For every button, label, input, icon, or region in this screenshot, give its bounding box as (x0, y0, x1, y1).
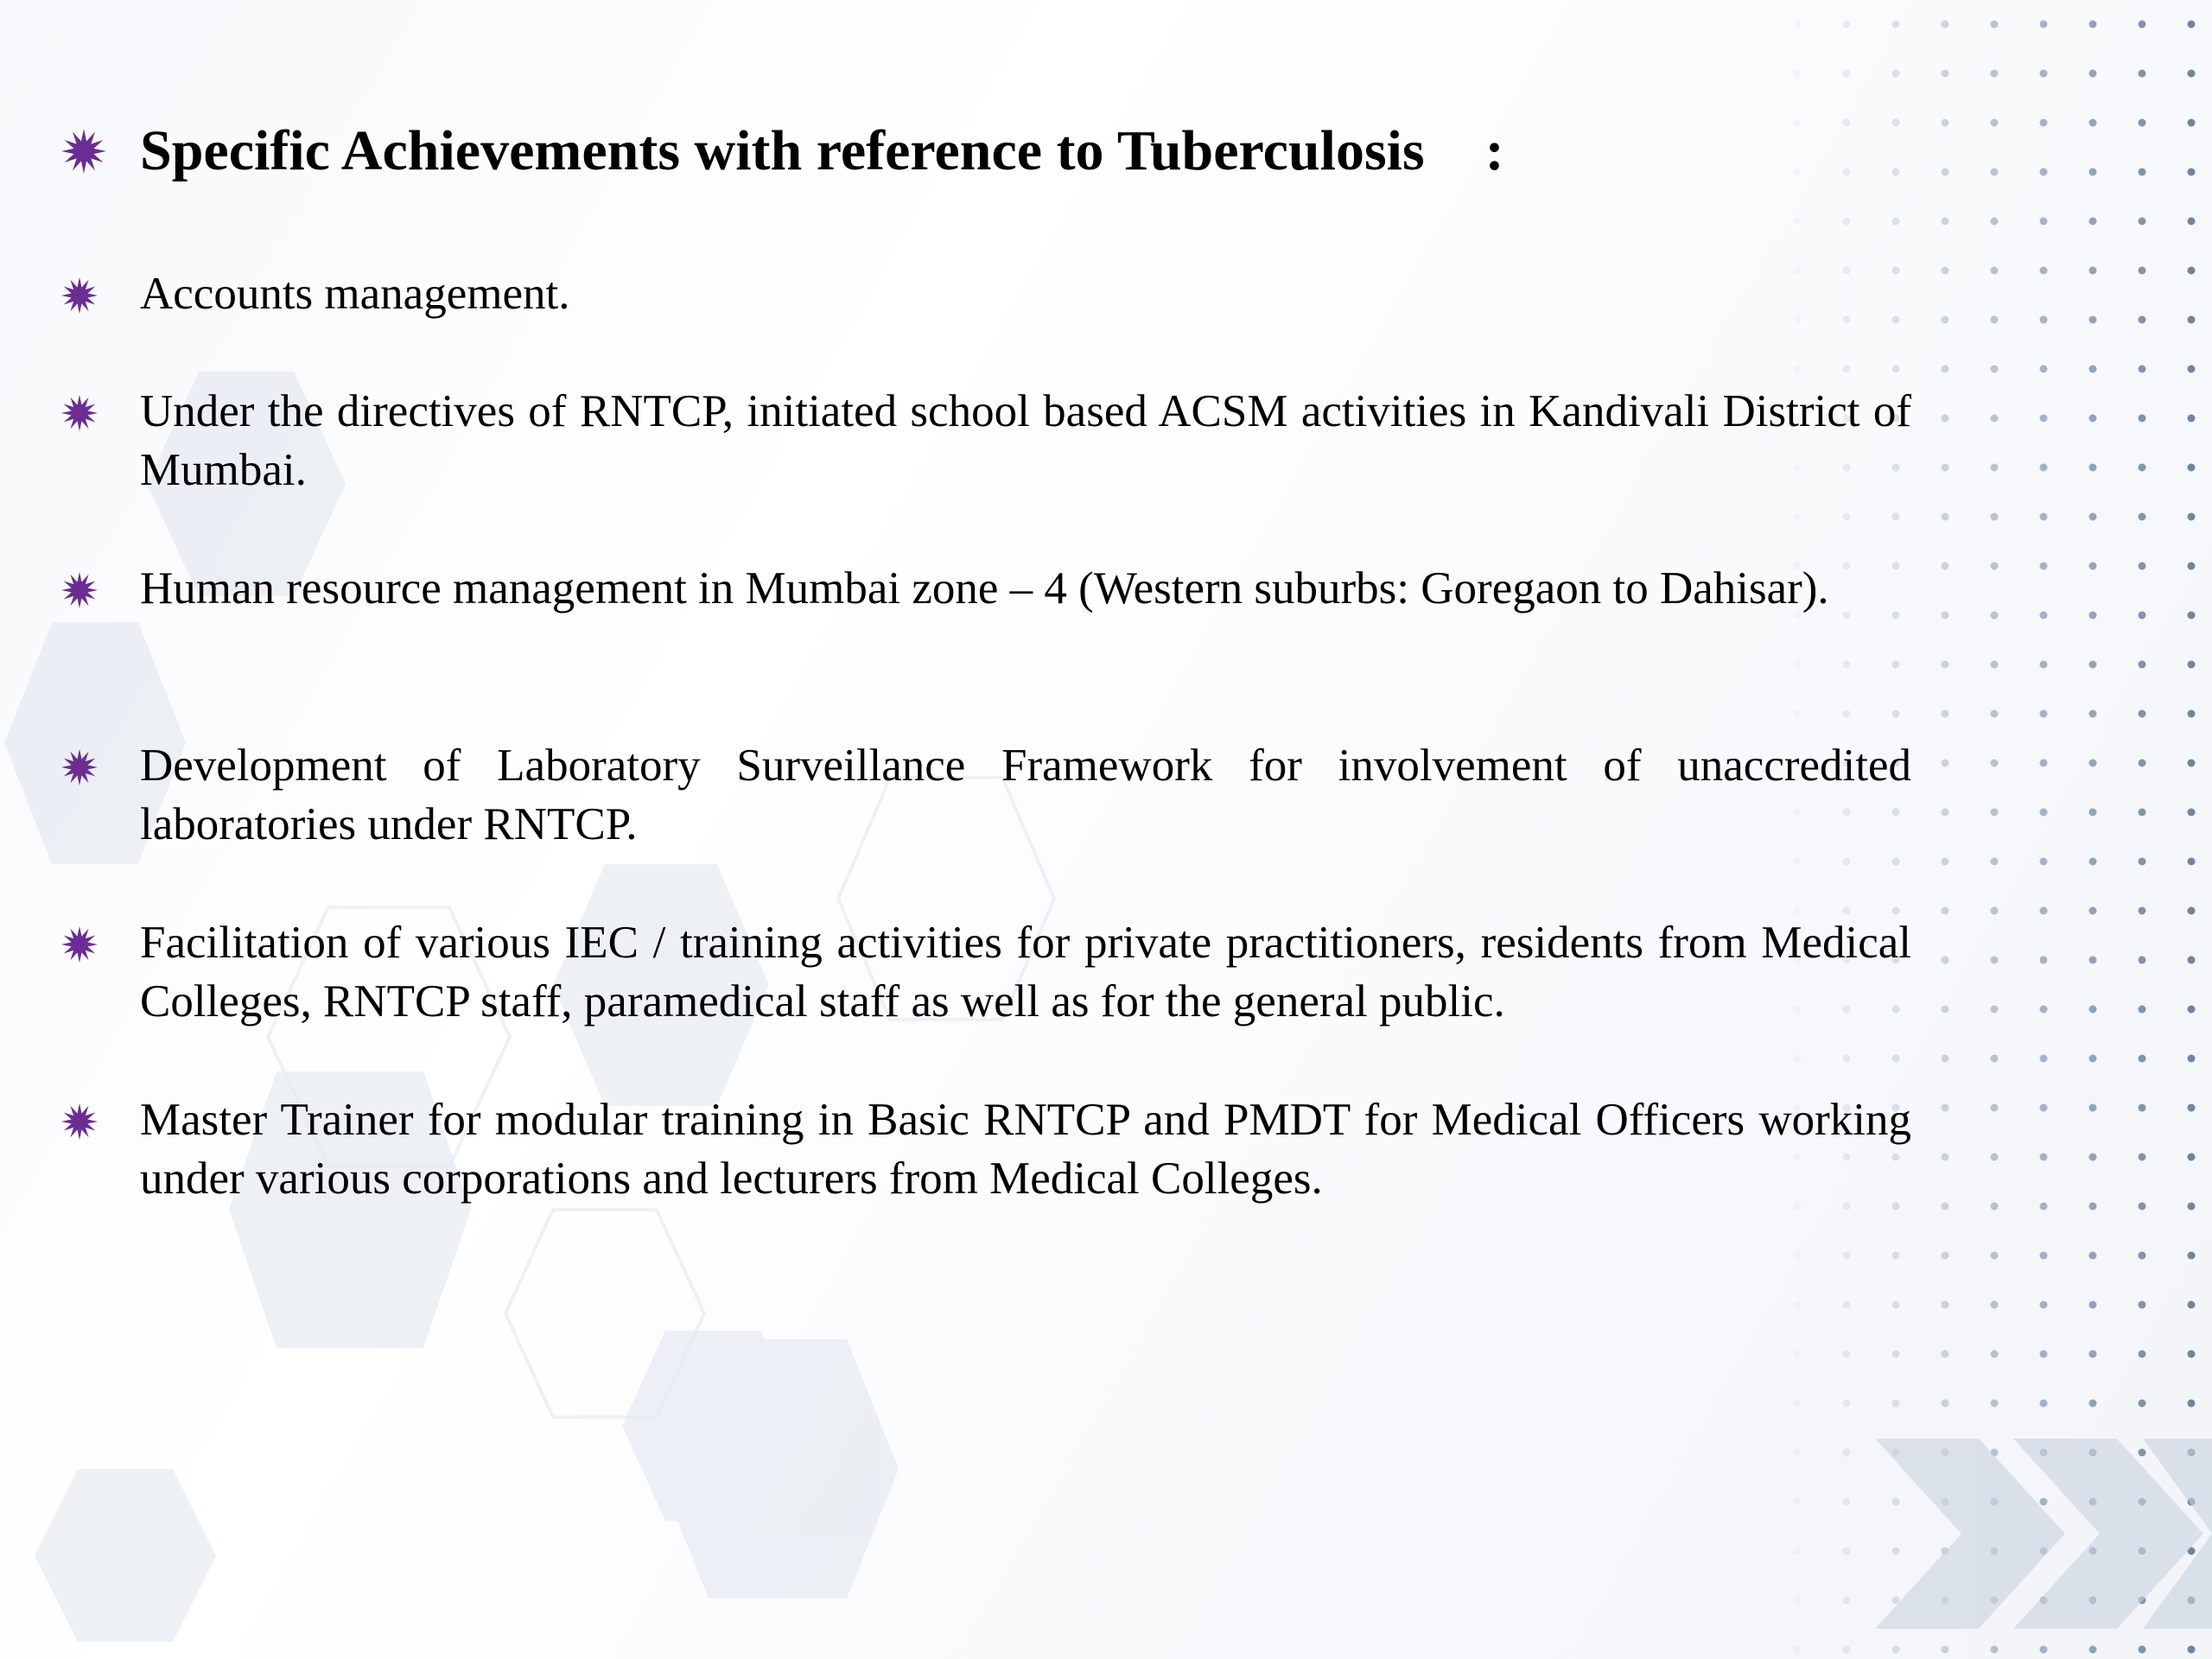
list-item (60, 1090, 1911, 1208)
list-item-text: Facilitation of various IEC / training activities for private practitioners, residents from Medical Colleges, RNTCP staff, paramedical staff as well as for the general public. (140, 918, 1911, 1027)
heading-title: Specific Achievements with reference to Tuberculosis (140, 119, 1425, 182)
purple-starburst-icon (60, 748, 99, 786)
list-item (60, 736, 1911, 854)
list-item-text: Accounts management. (140, 269, 570, 319)
list-item (60, 913, 1911, 1031)
list-item-text: Development of Laboratory Surveillance Framework for involvement of unaccredited laboratories under RNTCP. (140, 741, 1911, 849)
purple-starburst-icon (60, 128, 107, 175)
list-item (60, 382, 1911, 499)
purple-starburst-icon (60, 1103, 99, 1141)
heading-colon: : (1484, 119, 1504, 182)
purple-starburst-icon (60, 571, 99, 609)
list-item (60, 559, 1911, 618)
slide-heading (60, 117, 1918, 186)
purple-starburst-icon (60, 394, 99, 432)
purple-starburst-icon (60, 276, 99, 315)
list-item-text: Under the directives of RNTCP, initiated school based ACSM activities in Kandivali District of Mumbai. (140, 386, 1911, 495)
list-item (60, 264, 1911, 323)
list-item-text: Master Trainer for modular training in Basic RNTCP and PMDT for Medical Officers working under various corporations and lecturers from Medical Colleges. (140, 1095, 1911, 1204)
purple-starburst-icon (60, 925, 99, 963)
list-item-text: Human resource management in Mumbai zone – 4 (Western suburbs: Goregaon to Dahisar). (140, 563, 1829, 613)
